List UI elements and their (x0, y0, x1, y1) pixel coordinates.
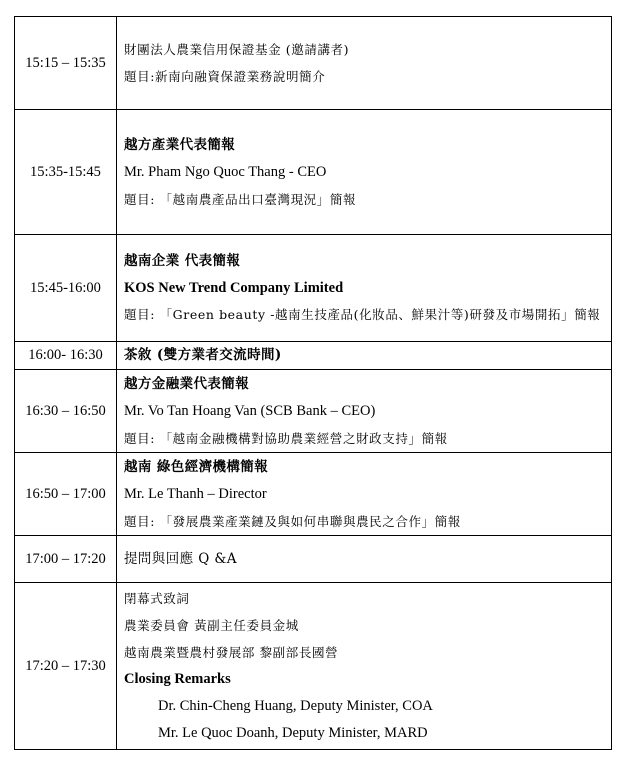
agenda-row (15, 342, 612, 370)
closing-speaker-en: Mr. Le Quoc Doanh, Deputy Minister, MARD (158, 725, 428, 741)
session-speaker: Mr. Pham Ngo Quoc Thang - CEO (124, 163, 327, 180)
agenda-row (15, 110, 612, 235)
content-cell (117, 370, 612, 453)
closing-speaker-zh: 農業委員會 黃副主任委員金城 (124, 618, 299, 633)
session-topic: 題目: 「發展農業產業鏈及與如何串聯與農民之合作」簡報 (124, 513, 461, 529)
content-cell (117, 453, 612, 536)
time-cell: 16:50 – 17:00 (15, 453, 117, 536)
session-topic: 題目:新南向融資保證業務說明簡介 (124, 69, 326, 84)
session-title: 閉幕式致詞 (124, 591, 190, 606)
session-title: 茶敘 (雙方業者交流時間) (124, 347, 282, 363)
time-cell: 17:20 – 17:30 (15, 583, 117, 750)
agenda-row (15, 583, 612, 750)
content-cell (117, 17, 612, 110)
session-topic: 題目: 「Green beauty -越南生技產品(化妝品、鮮果汁等)研發及市場開拓」簡報 (124, 307, 601, 322)
content-cell (117, 342, 612, 370)
content-cell (117, 110, 612, 235)
session-topic: 題目: 「越南金融機構對協助農業經營之財政支持」簡報 (124, 430, 448, 446)
agenda-row (15, 536, 612, 583)
agenda-row (15, 235, 612, 342)
time-cell: 16:30 – 16:50 (15, 370, 117, 453)
time-cell: 17:00 – 17:20 (15, 536, 117, 583)
agenda-row (15, 370, 612, 453)
time-cell: 15:45-16:00 (15, 235, 117, 342)
closing-speaker-en: Dr. Chin-Cheng Huang, Deputy Minister, COA (158, 698, 433, 714)
time-cell: 15:35-15:45 (15, 110, 117, 235)
agenda-row (15, 17, 612, 110)
session-title: 越方產業代表簡報 (124, 136, 236, 153)
agenda-table (14, 16, 612, 750)
closing-remarks-heading: Closing Remarks (124, 671, 231, 687)
content-cell (117, 235, 612, 342)
session-title: 越南 綠色經濟機構簡報 (124, 458, 269, 475)
agenda-row (15, 453, 612, 536)
session-company: KOS New Trend Company Limited (124, 280, 344, 296)
session-speaker: Mr. Vo Tan Hoang Van (SCB Bank – CEO) (124, 402, 376, 419)
session-title: 提問與回應 Q &A (124, 550, 237, 567)
session-topic: 題目: 「越南農產品出口臺灣現況」簡報 (124, 191, 357, 207)
session-speaker: 財團法人農業信用保證基金 (邀請講者) (124, 42, 350, 57)
time-cell: 16:00- 16:30 (15, 342, 117, 370)
content-cell (117, 536, 612, 583)
time-cell: 15:15 – 15:35 (15, 17, 117, 110)
content-cell (117, 583, 612, 750)
session-speaker: Mr. Le Thanh – Director (124, 485, 267, 502)
session-title: 越南企業 代表簡報 (124, 253, 241, 269)
session-title: 越方金融業代表簡報 (124, 375, 250, 392)
closing-speaker-zh: 越南農業暨農村發展部 黎副部長國營 (124, 645, 339, 660)
